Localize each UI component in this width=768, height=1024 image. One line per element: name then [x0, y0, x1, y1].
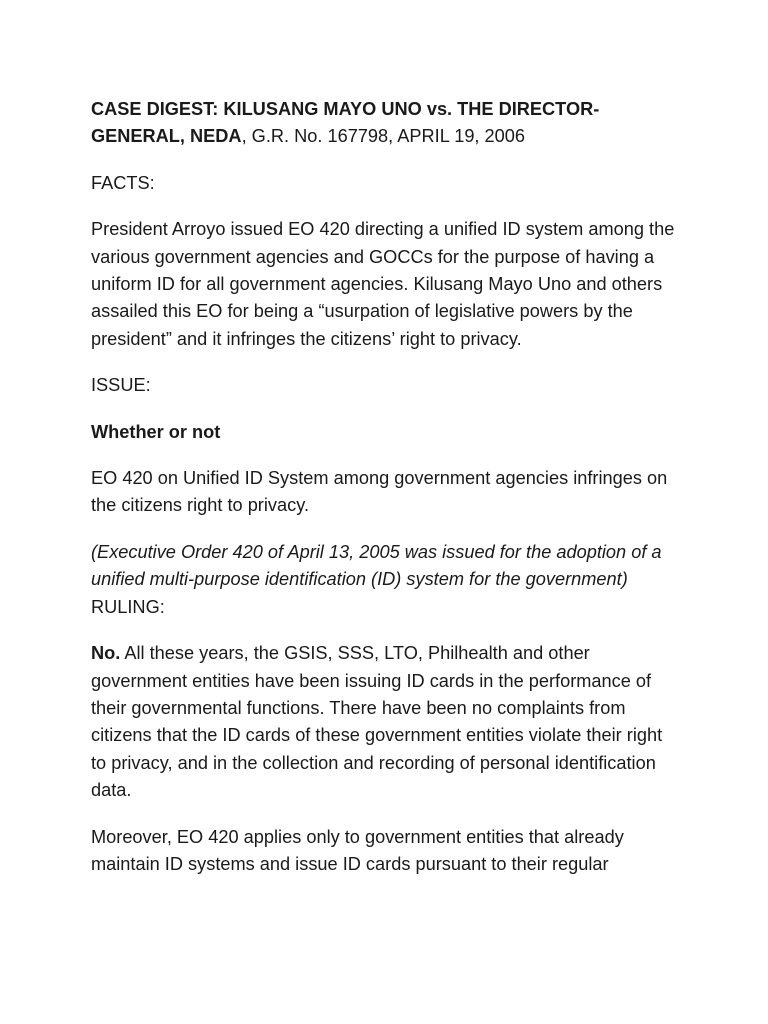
ruling-text: All these years, the GSIS, SSS, LTO, Philhealth and other government entities have been issuing ID cards in the performance of their governmental functions. There have been no complaints from citizens that the ID cards of these government entities violate their right to privacy, and in the collection and recording of personal identification data.: [91, 643, 663, 801]
issue-bold-lead: Whether or not: [91, 421, 221, 442]
ruling-heading: RULING:: [91, 596, 165, 617]
issue-paragraph: EO 420 on Unified ID System among government agencies infringes on the citizens right to privacy.: [91, 468, 668, 516]
moreover-paragraph: Moreover, EO 420 applies only to government entities that already maintain ID systems and issue ID cards pursuant to their regular: [91, 826, 624, 874]
issue-heading: ISSUE:: [91, 375, 151, 396]
case-title: [91, 96, 681, 151]
issue-note: (Executive Order 420 of April 13, 2005 was issued for the adoption of a unified multi-purpose identification (ID) system for the government): [91, 541, 662, 590]
ruling-verdict: No.: [91, 643, 121, 664]
facts-paragraph: President Arroyo issued EO 420 directing a unified ID system among the various government agencies and GOCCs for the purpose of having a uniform ID for all government agencies. Kilusang Mayo Uno and others assailed this EO for being a “usurpation of legislative powers by the president” and it infringes the citizens’ right to privacy.: [91, 219, 675, 349]
ruling-paragraph: [91, 640, 681, 804]
document-body: [91, 96, 681, 897]
facts-heading: FACTS:: [91, 172, 155, 193]
case-title-bold: CASE DIGEST: KILUSANG MAYO UNO vs. THE DIRECTOR-GENERAL, NEDA: [91, 99, 600, 147]
case-title-citation: , G.R. No. 167798, APRIL 19, 2006: [241, 126, 525, 147]
